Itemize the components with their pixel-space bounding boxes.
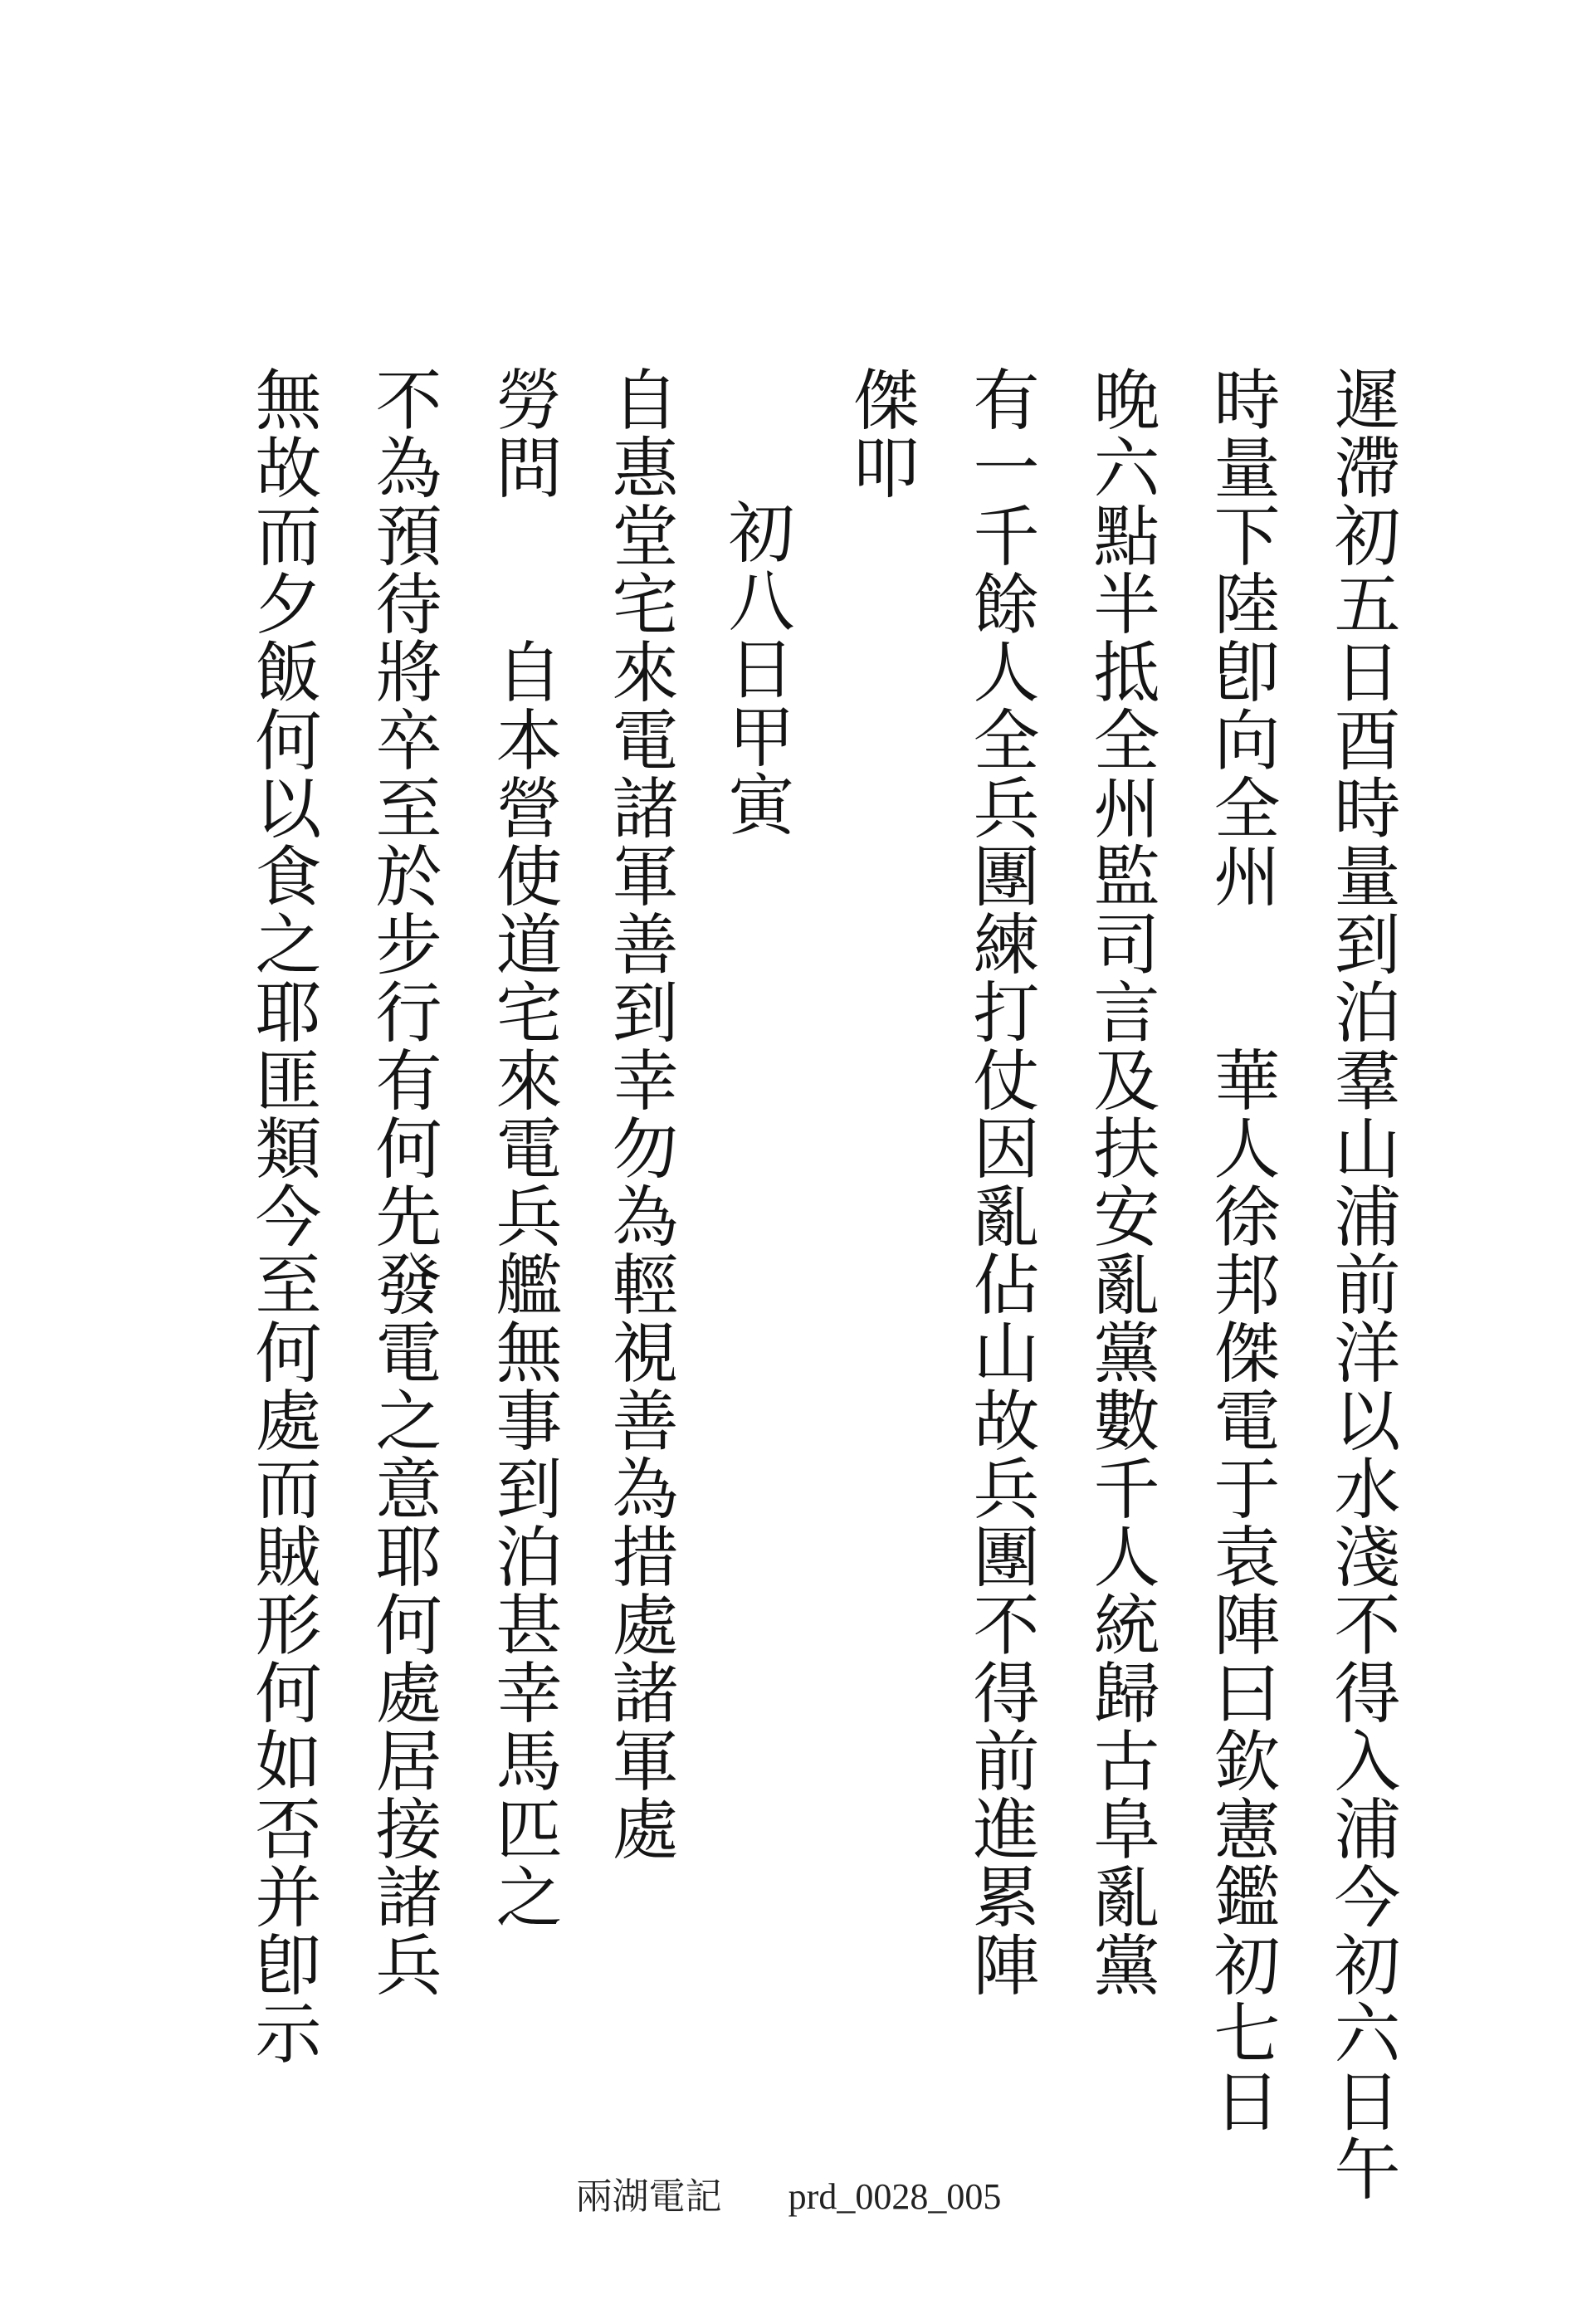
- footer-title: 兩湖電記: [575, 2176, 722, 2217]
- page-footer: [0, 2166, 1577, 2219]
- text-column-10: 無故而夕飯何以食之耶匪類今至何處而賊形何如否并卽示: [244, 365, 321, 2067]
- text-column-7: 自惠堂宅來電諸軍善到幸勿為輕視善為措處諸軍處: [601, 365, 678, 1863]
- text-column-5: 傑叩: [842, 365, 919, 501]
- footer-code: prd_0028_005: [788, 2176, 1002, 2217]
- text-column-9: 不為預待將卒至於步行有何先發電之意耶何處居接諸兵: [364, 365, 442, 1999]
- text-column-3: 晚六點半抵全州監司言及扶安亂黨數千人統歸古阜亂黨: [1082, 365, 1160, 1999]
- text-column-8: 勞問 自本營使道宅來電兵艦無事到泊甚幸馬匹之: [485, 365, 562, 1931]
- date-heading: 初八日甲寅: [717, 498, 794, 838]
- text-column-1: 遲滯初五日酉時量到泊羣山浦前洋以水淺不得入浦今初六日午: [1323, 365, 1400, 2203]
- text-column-2: 時量下陸卽向全州 華人徐邦傑電于袁陣曰欽憲鑑初七日: [1203, 365, 1280, 2135]
- text-column-4: 有一千餘人全兵團練打仗因亂佔山故兵團不得前進累陣: [962, 365, 1039, 1999]
